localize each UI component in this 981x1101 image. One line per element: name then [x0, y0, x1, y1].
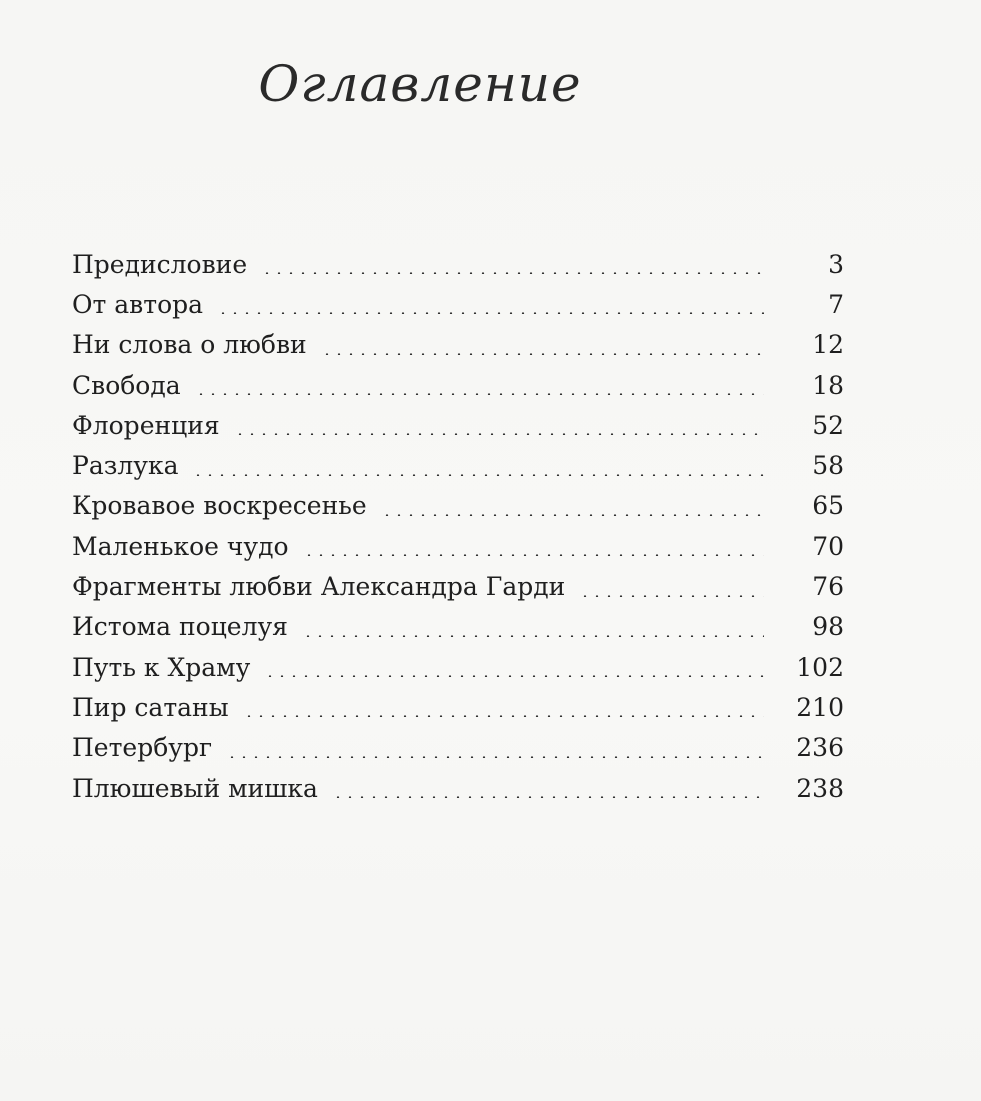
toc-leader-dots — [381, 514, 764, 516]
toc-entry-title: От автора — [72, 289, 204, 319]
toc-leader-dots — [234, 433, 764, 435]
toc-entry-title: Разлука — [72, 451, 179, 481]
toc-entry-title: Петербург — [72, 733, 213, 763]
toc-entry-page: 210 — [796, 692, 844, 722]
toc-leader-dots — [261, 272, 764, 274]
toc-entry-title: Свобода — [72, 370, 181, 400]
toc-leader-dots — [579, 595, 764, 597]
toc-leader-dots — [332, 796, 764, 798]
toc-entry — [72, 566, 844, 606]
toc-entry — [72, 486, 844, 526]
toc-entry-page: 98 — [812, 612, 844, 642]
toc-entry-page: 3 — [828, 249, 844, 279]
toc-leader-dots — [264, 675, 764, 677]
toc-entry — [72, 284, 844, 324]
toc-entry-title: Флоренция — [72, 410, 220, 440]
page-title: Оглавление — [258, 55, 582, 113]
toc-entry-title: Фрагменты любви Александра Гарди — [72, 572, 566, 602]
toc-entry-page: 102 — [796, 652, 844, 682]
toc-entry-title: Кровавое воскресенье — [72, 491, 367, 521]
toc-entry — [72, 728, 844, 768]
toc-entry-title: Истома поцелуя — [72, 612, 288, 642]
toc-entry — [72, 445, 844, 485]
toc-entry-title: Плюшевый мишка — [72, 773, 318, 803]
toc-leader-dots — [226, 756, 764, 758]
toc-leader-dots — [303, 554, 764, 556]
toc-entry-page: 76 — [812, 572, 844, 602]
toc-leader-dots — [302, 635, 764, 637]
toc-entry-page: 65 — [812, 491, 844, 521]
toc-leader-dots — [243, 715, 764, 717]
toc-entry — [72, 687, 844, 727]
toc-entry — [72, 607, 844, 647]
toc-entry-title: Пир сатаны — [72, 692, 229, 722]
toc-entry — [72, 647, 844, 687]
toc-entry-title: Путь к Храму — [72, 652, 251, 682]
toc-entry — [72, 325, 844, 365]
toc-entry-page: 7 — [828, 289, 844, 319]
toc-entry — [72, 526, 844, 566]
toc-entry-page: 12 — [812, 330, 844, 360]
table-of-contents — [72, 244, 844, 808]
toc-entry — [72, 365, 844, 405]
toc-entry-page: 58 — [812, 451, 844, 481]
toc-entry — [72, 768, 844, 808]
toc-leader-dots — [195, 393, 764, 395]
toc-entry-title: Маленькое чудо — [72, 531, 289, 561]
toc-entry — [72, 244, 844, 284]
toc-entry-page: 236 — [796, 733, 844, 763]
toc-leader-dots — [321, 353, 764, 355]
toc-leader-dots — [217, 312, 764, 314]
toc-entry-page: 238 — [796, 773, 844, 803]
toc-entry-title: Ни слова о любви — [72, 330, 307, 360]
toc-leader-dots — [192, 474, 764, 476]
toc-entry-title: Предисловие — [72, 249, 248, 279]
toc-entry-page: 52 — [812, 410, 844, 440]
toc-entry — [72, 405, 844, 445]
toc-entry-page: 70 — [812, 531, 844, 561]
toc-entry-page: 18 — [812, 370, 844, 400]
